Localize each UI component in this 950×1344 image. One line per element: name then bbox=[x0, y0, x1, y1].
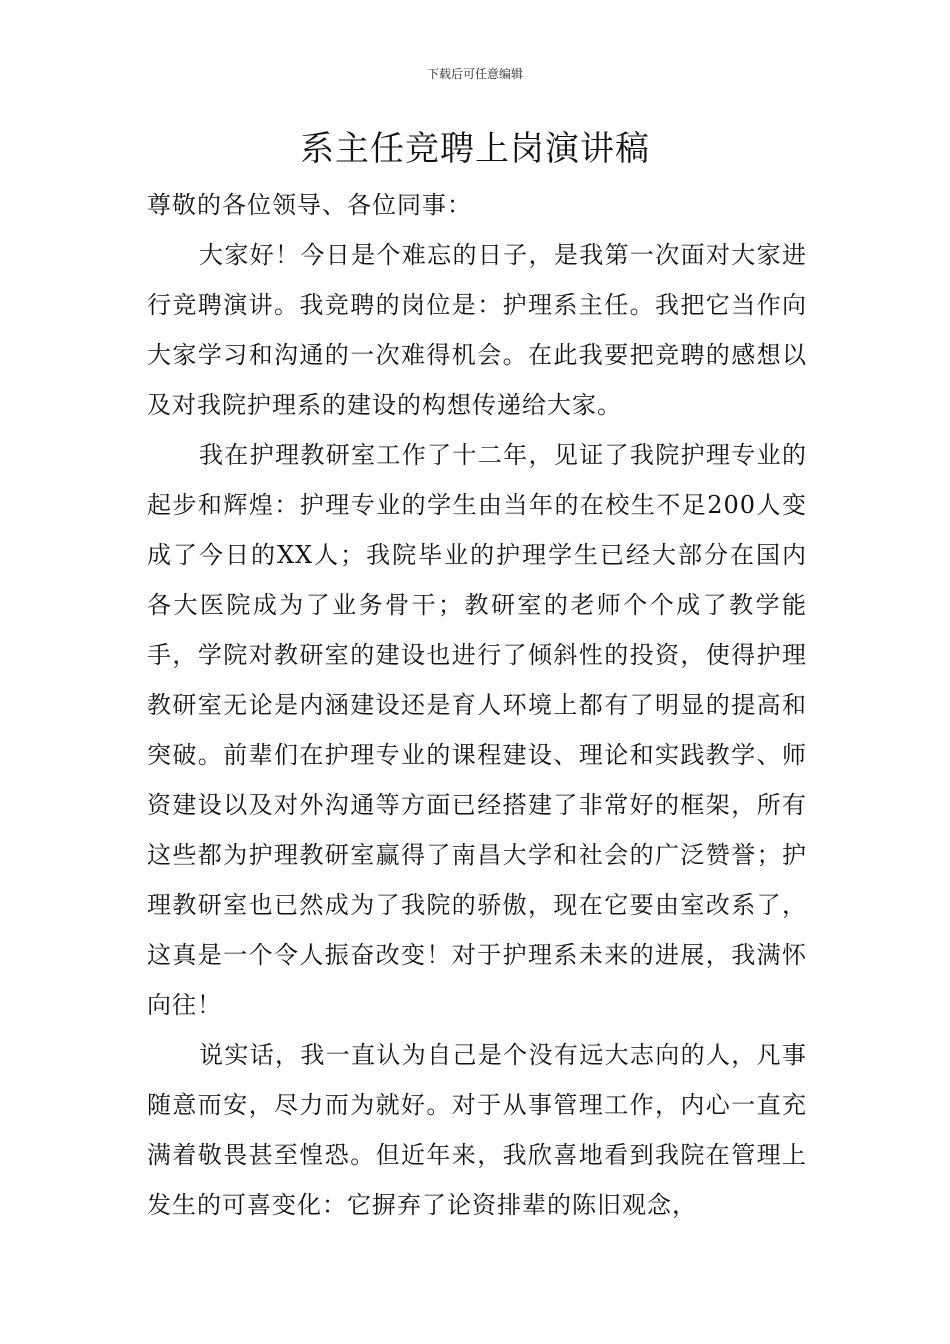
paragraph-3: 说实话，我一直认为自己是个没有远大志向的人，凡事随意而安，尽力而为就好。对于从事管理工作，内心一直充满着敬畏甚至惶恐。但近年来，我欣喜地看到我院在管理上发生的可喜变化：它摒弃了论资排辈的陈旧观念， bbox=[147, 1041, 807, 1219]
salutation: 尊敬的各位领导、各位同事： bbox=[147, 191, 472, 219]
document-body bbox=[147, 180, 807, 1230]
header-note: 下载后可任意编辑 bbox=[426, 67, 523, 81]
paragraph-2: 我在护理教研室工作了十二年，见证了我院护理专业的起步和辉煌：护理专业的学生由当年的在校生不足200人变成了今日的XX人；我院毕业的护理学生已经大部分在国内各大医院成为了业务骨干；教研室的老师个个成了教学能手，学院对教研室的建设也进行了倾斜性的投资，使得护理教研室无论是内涵建设还是育人环境上都有了明显的提高和突破。前辈们在护理专业的课程建设、理论和实践教学、师资建设以及对外沟通等方面已经搭建了非常好的框架，所有这些都为护理教研室赢得了南昌大学和社会的广泛赞誉；护理教研室也已然成为了我院的骄傲，现在它要由室改系了，这真是一个令人振奋改变！对于护理系未来的进展，我满怀向往！ bbox=[147, 441, 807, 1019]
paragraph-1: 大家好！今日是个难忘的日子，是我第一次面对大家进行竞聘演讲。我竞聘的岗位是：护理系主任。我把它当作向大家学习和沟通的一次难得机会。在此我要把竞聘的感想以及对我院护理系的建设的构想传递给大家。 bbox=[147, 241, 807, 419]
document-title: 系主任竞聘上岗演讲稿 bbox=[300, 129, 650, 169]
